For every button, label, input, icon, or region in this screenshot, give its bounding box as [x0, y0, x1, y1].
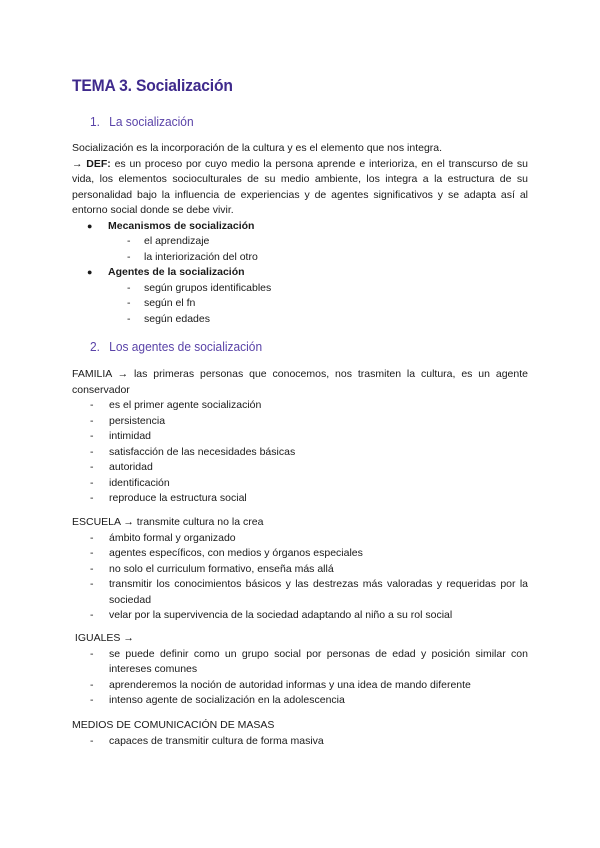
familia-block [72, 367, 528, 507]
bullet-item: ● Agentes de la socialización [72, 265, 528, 281]
section-1-body [72, 141, 528, 327]
iguales-list [72, 647, 528, 709]
bullet-item: ● Mecanismos de socialización [72, 219, 528, 235]
escuela-list [72, 531, 528, 624]
list-item: - transmitir los conocimientos básicos y las destrezas más valoradas y requeridas por la sociedad [90, 578, 528, 606]
section-2-heading [90, 339, 262, 354]
list-item: - se puede definir como un grupo social por personas de edad y posición similar con intereses comunes [90, 647, 528, 675]
list-item: - según grupos identificables [127, 281, 272, 294]
list-item: - intenso agente de socialización en la adolescencia [90, 694, 345, 706]
list-item: - reproduce la estructura social [90, 492, 247, 504]
bullet-marker: ● [87, 267, 93, 277]
list-item: - según el fn [127, 297, 196, 309]
list-item: - velar por la supervivencia de la sociedad adaptando al niño a su rol social [90, 609, 453, 621]
list-item: - agentes específicos, con medios y órganos especiales [90, 547, 363, 559]
familia-heading: FAMILIA → las primeras personas que conocemos, nos trasmiten la cultura, es un agente conservador [72, 368, 528, 396]
agents-sublist [72, 281, 528, 328]
page-title: TEMA 3. Socialización [72, 76, 233, 95]
list-item: - persistencia [90, 414, 166, 427]
list-item: - aprenderemos la noción de autoridad informas y una idea de mando diferente [90, 678, 471, 691]
list-item: - el aprendizaje [127, 235, 210, 247]
list-item: - satisfacción de las necesidades básicas [90, 445, 296, 458]
definition-paragraph [72, 157, 528, 219]
list-item: - según edades [127, 312, 210, 325]
list-item: - identificación [90, 476, 170, 489]
escuela-heading: ESCUELA → transmite cultura no la crea [72, 516, 264, 528]
bullet-marker: ● [87, 220, 93, 231]
list-item: - capaces de transmitir cultura de forma masiva [90, 734, 324, 747]
escuela-block [72, 515, 528, 624]
definition-text: es un proceso por cuyo medio la persona aprende e interioriza, en el transcurso de su vida, los elementos socioculturales de su medio ambiente, los integra a la estructura de su personalidad bajo la influencia de experiencias y de agentes significativos y se adapta así al entorno social donde se debe vivir. [72, 157, 528, 216]
list-item: - la interiorización del otro [127, 250, 258, 263]
iguales-block [72, 631, 528, 709]
intro-paragraph: Socialización es la incorporación de la cultura y es el elemento que nos integra. [72, 142, 443, 154]
section-1-heading [90, 114, 194, 129]
list-item: - autoridad [90, 461, 153, 473]
medios-block [72, 718, 528, 749]
mechanisms-sublist [72, 234, 528, 265]
bullet-list-agents [72, 265, 528, 281]
list-item: - ámbito formal y organizado [90, 531, 236, 544]
definition-prefix: → DEF: [72, 157, 111, 170]
bullet-list-mechanisms [72, 219, 528, 235]
section-2-title: Los agentes de socialización [109, 339, 263, 354]
medios-list [72, 734, 528, 750]
iguales-heading: IGUALES → [72, 632, 134, 644]
list-item: - no solo el curriculum formativo, enseña más allá [90, 562, 334, 575]
list-item: - es el primer agente socialización [90, 399, 262, 411]
list-item: - intimidad [90, 430, 152, 442]
section-2-number: 2. [90, 339, 100, 354]
medios-heading: MEDIOS DE COMUNICACIÓN DE MASAS [72, 719, 275, 731]
familia-list [72, 398, 528, 507]
section-1-title: La socialización [109, 114, 194, 129]
section-1-number: 1. [90, 114, 100, 129]
